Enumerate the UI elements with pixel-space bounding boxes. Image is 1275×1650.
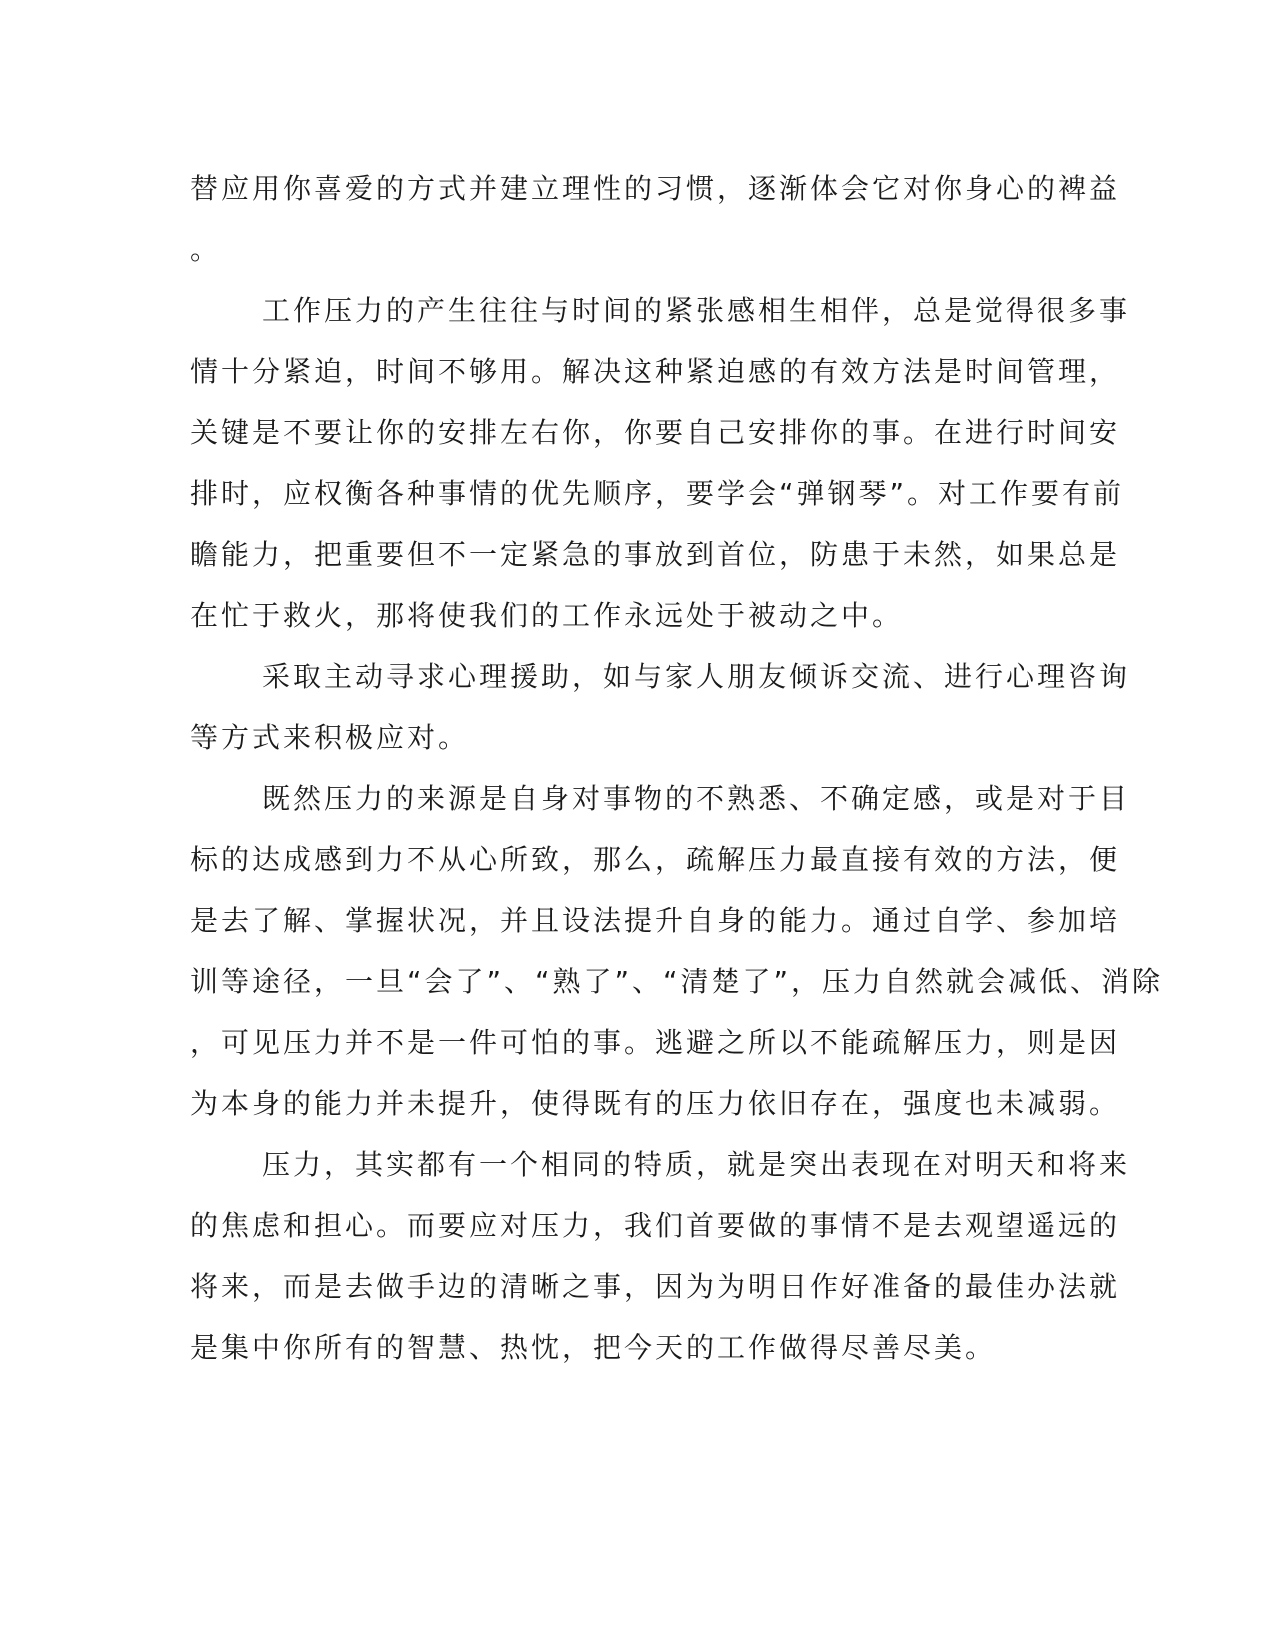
text-line: 替应用你喜爱的方式并建立理性的习惯，逐渐体会它对你身心的裨益 — [190, 172, 1121, 205]
paragraph-start-line: 工作压力的产生往往与时间的紧张感相生相伴，总是觉得很多事 — [262, 294, 1131, 327]
text-line: 在忙于救火，那将使我们的工作永远处于被动之中。 — [190, 599, 904, 632]
text-line: ，可见压力并不是一件可怕的事。逃避之所以不能疏解压力，则是因 — [190, 1026, 1121, 1059]
text-line: 。 — [190, 233, 222, 266]
text-line: 瞻能力，把重要但不一定紧急的事放到首位，防患于未然，如果总是 — [190, 538, 1121, 571]
text-line: 等方式来积极应对。 — [190, 721, 470, 754]
text-line: 关键是不要让你的安排左右你，你要自己安排你的事。在进行时间安 — [190, 416, 1121, 449]
text-line: 是集中你所有的智慧、热忱，把今天的工作做得尽善尽美。 — [190, 1331, 997, 1364]
text-line: 的焦虑和担心。而要应对压力，我们首要做的事情不是去观望遥远的 — [190, 1209, 1121, 1242]
text-line: 情十分紧迫，时间不够用。解决这种紧迫感的有效方法是时间管理， — [190, 355, 1121, 388]
text-line: 为本身的能力并未提升，使得既有的压力依旧存在，强度也未减弱。 — [190, 1087, 1121, 1120]
text-line: 将来，而是去做手边的清晰之事，因为为明日作好准备的最佳办法就 — [190, 1270, 1121, 1303]
paragraph-start-line: 压力，其实都有一个相同的特质，就是突出表现在对明天和将来 — [262, 1148, 1131, 1181]
document-body — [190, 158, 1164, 1378]
text-line: 排时，应权衡各种事情的优先顺序，要学会“弹钢琴”。对工作要有前 — [190, 477, 1125, 510]
text-line: 训等途径，一旦“会了”、“熟了”、“清楚了”，压力自然就会减低、消除 — [190, 965, 1164, 998]
paragraph-start-line: 采取主动寻求心理援助，如与家人朋友倾诉交流、进行心理咨询 — [262, 660, 1131, 693]
text-line: 标的达成感到力不从心所致，那么，疏解压力最直接有效的方法，便 — [190, 843, 1121, 876]
paragraph-start-line: 既然压力的来源是自身对事物的不熟悉、不确定感，或是对于目 — [262, 782, 1131, 815]
text-line: 是去了解、掌握状况，并且设法提升自身的能力。通过自学、参加培 — [190, 904, 1121, 937]
